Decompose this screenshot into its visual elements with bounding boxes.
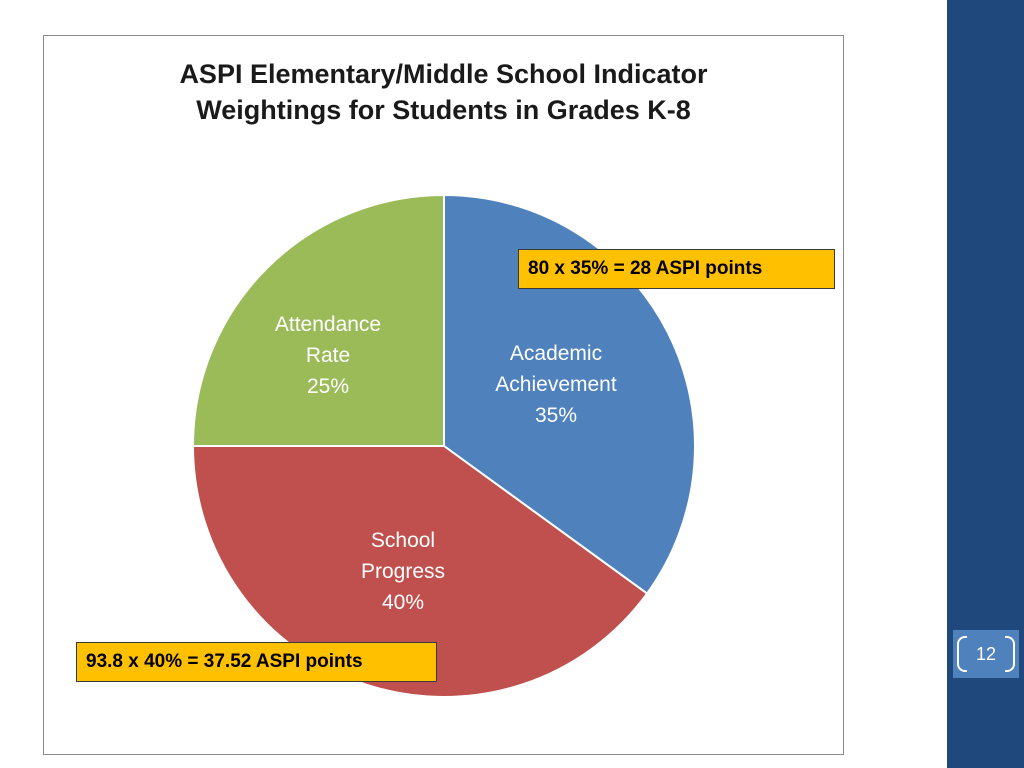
slice-label-value: 25% bbox=[306, 375, 350, 398]
slice-label-value: 35% bbox=[534, 404, 578, 427]
slice-label-attendance-rate bbox=[233, 309, 423, 402]
page-number: 12 bbox=[975, 644, 997, 664]
slice-label-line: Academic bbox=[509, 342, 603, 365]
callout-academic-points: 80 x 35% = 28 ASPI points bbox=[518, 249, 835, 289]
callout-progress-points: 93.8 x 40% = 37.52 ASPI points bbox=[76, 642, 437, 682]
chart-title-line-1: ASPI Elementary/Middle School Indicator bbox=[179, 59, 708, 89]
slice-label-line: Progress bbox=[360, 560, 446, 583]
slice-label-line: School bbox=[370, 529, 436, 552]
slice-label-line: Attendance bbox=[274, 313, 382, 336]
slice-label-school-progress bbox=[308, 525, 498, 618]
slice-label-academic-achievement bbox=[461, 338, 651, 431]
slice-label-line: Rate bbox=[305, 344, 351, 367]
slice-label-line: Achievement bbox=[495, 373, 617, 396]
slice-label-value: 40% bbox=[381, 591, 425, 614]
chart-title-line-2: Weightings for Students in Grades K-8 bbox=[196, 95, 691, 125]
